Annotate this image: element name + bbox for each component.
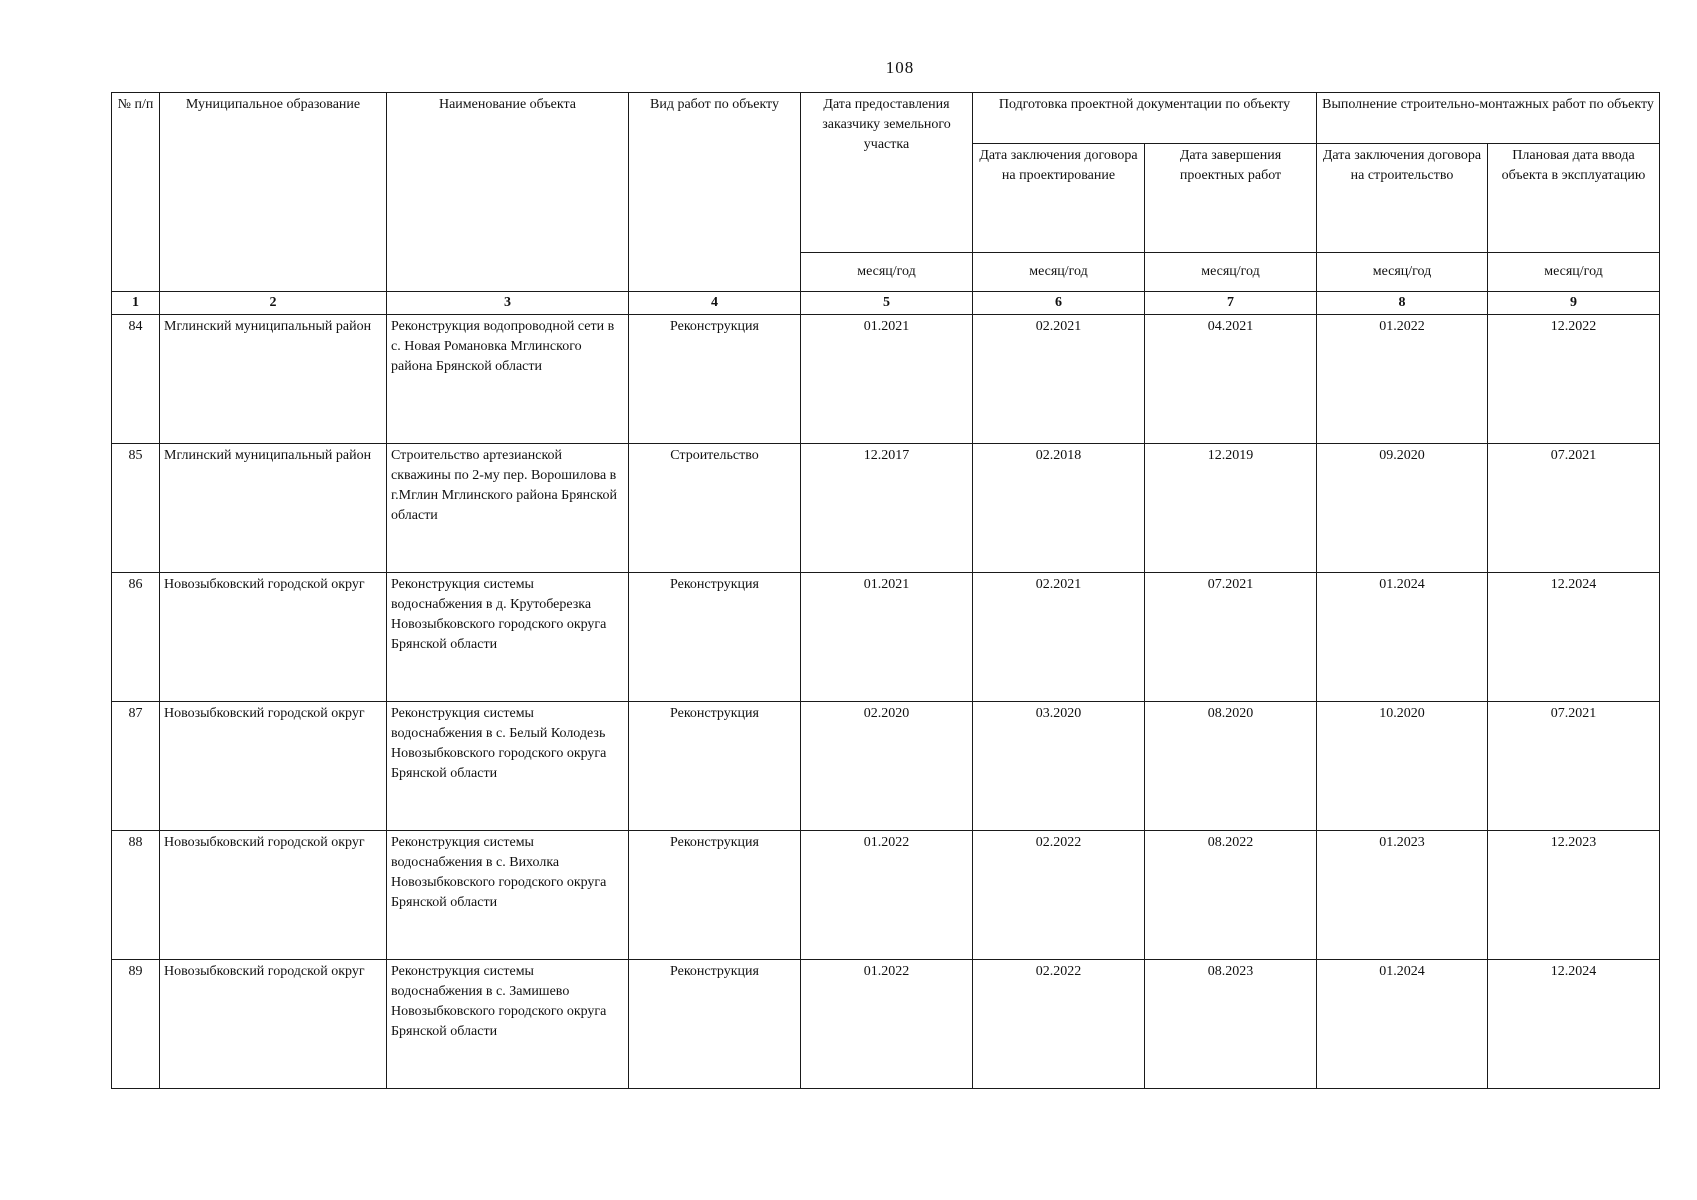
column-numbers-row <box>112 292 1660 315</box>
unit-label: месяц/год <box>1317 253 1488 292</box>
municipality-cell: Новозыбковский городской округ <box>160 960 387 1089</box>
column-number: 1 <box>112 292 160 315</box>
header-land-date: Дата предоставления заказчику земельного участка <box>801 93 973 253</box>
unit-label: месяц/год <box>1488 253 1660 292</box>
design-contract-cell: 02.2021 <box>973 315 1145 444</box>
row-number: 88 <box>112 831 160 960</box>
land-date-cell: 12.2017 <box>801 444 973 573</box>
construction-contract-cell: 01.2024 <box>1317 960 1488 1089</box>
header-design-contract: Дата заключения договора на проектирование <box>973 144 1145 253</box>
object-name-cell: Реконструкция системы водоснабжения в с. Белый Колодезь Новозыбковского городского округа Брянской области <box>387 702 629 831</box>
header-object-name: Наименование объекта <box>387 93 629 292</box>
municipality-cell: Новозыбковский городской округ <box>160 573 387 702</box>
commissioning-cell: 12.2024 <box>1488 573 1660 702</box>
object-name-cell: Реконструкция системы водоснабжения в с. Замишево Новозыбковского городского округа Брянской области <box>387 960 629 1089</box>
column-number: 3 <box>387 292 629 315</box>
table-row <box>112 573 1660 702</box>
commissioning-cell: 07.2021 <box>1488 444 1660 573</box>
column-number: 5 <box>801 292 973 315</box>
object-name-cell: Реконструкция системы водоснабжения в с. Вихолка Новозыбковского городского округа Брянской области <box>387 831 629 960</box>
column-number: 4 <box>629 292 801 315</box>
land-date-cell: 01.2021 <box>801 573 973 702</box>
design-complete-cell: 08.2020 <box>1145 702 1317 831</box>
table-row <box>112 831 1660 960</box>
object-name-cell: Реконструкция системы водоснабжения в д. Крутоберезка Новозыбковского городского округа Брянской области <box>387 573 629 702</box>
header-municipality: Муниципальное образование <box>160 93 387 292</box>
object-name-cell: Строительство артезианской скважины по 2-му пер. Ворошилова в г.Мглин Мглинского района Брянской области <box>387 444 629 573</box>
design-complete-cell: 04.2021 <box>1145 315 1317 444</box>
design-contract-cell: 02.2022 <box>973 831 1145 960</box>
table-row <box>112 444 1660 573</box>
construction-contract-cell: 01.2023 <box>1317 831 1488 960</box>
row-number: 89 <box>112 960 160 1089</box>
column-number: 9 <box>1488 292 1660 315</box>
work-type-cell: Реконструкция <box>629 831 801 960</box>
header-design-group: Подготовка проектной документации по объекту <box>973 93 1317 144</box>
page-number: 108 <box>885 58 915 77</box>
municipality-cell: Мглинский муниципальный район <box>160 315 387 444</box>
municipality-cell: Мглинский муниципальный район <box>160 444 387 573</box>
commissioning-cell: 12.2023 <box>1488 831 1660 960</box>
column-number: 6 <box>973 292 1145 315</box>
header-num: № п/п <box>112 93 160 292</box>
construction-contract-cell: 09.2020 <box>1317 444 1488 573</box>
commissioning-cell: 07.2021 <box>1488 702 1660 831</box>
table-row <box>112 315 1660 444</box>
row-number: 85 <box>112 444 160 573</box>
land-date-cell: 01.2022 <box>801 831 973 960</box>
unit-label: месяц/год <box>1145 253 1317 292</box>
header-commissioning: Плановая дата ввода объекта в эксплуатацию <box>1488 144 1660 253</box>
design-complete-cell: 08.2023 <box>1145 960 1317 1089</box>
objects-table <box>111 92 1660 1089</box>
table-row <box>112 702 1660 831</box>
unit-label: месяц/год <box>973 253 1145 292</box>
work-type-cell: Строительство <box>629 444 801 573</box>
header-construction-group: Выполнение строительно-монтажных работ по объекту <box>1317 93 1660 144</box>
commissioning-cell: 12.2024 <box>1488 960 1660 1089</box>
land-date-cell: 02.2020 <box>801 702 973 831</box>
work-type-cell: Реконструкция <box>629 315 801 444</box>
design-contract-cell: 02.2021 <box>973 573 1145 702</box>
header-design-complete: Дата завершения проектных работ <box>1145 144 1317 253</box>
row-number: 87 <box>112 702 160 831</box>
construction-contract-cell: 01.2022 <box>1317 315 1488 444</box>
land-date-cell: 01.2022 <box>801 960 973 1089</box>
municipality-cell: Новозыбковский городской округ <box>160 831 387 960</box>
design-contract-cell: 02.2022 <box>973 960 1145 1089</box>
work-type-cell: Реконструкция <box>629 702 801 831</box>
construction-contract-cell: 10.2020 <box>1317 702 1488 831</box>
column-number: 7 <box>1145 292 1317 315</box>
header-work-type: Вид работ по объекту <box>629 93 801 292</box>
column-number: 2 <box>160 292 387 315</box>
design-complete-cell: 07.2021 <box>1145 573 1317 702</box>
row-number: 84 <box>112 315 160 444</box>
work-type-cell: Реконструкция <box>629 573 801 702</box>
table-row <box>112 960 1660 1089</box>
design-contract-cell: 02.2018 <box>973 444 1145 573</box>
column-number: 8 <box>1317 292 1488 315</box>
design-complete-cell: 12.2019 <box>1145 444 1317 573</box>
municipality-cell: Новозыбковский городской округ <box>160 702 387 831</box>
design-complete-cell: 08.2022 <box>1145 831 1317 960</box>
header-construction-contract: Дата заключения договора на строительство <box>1317 144 1488 253</box>
work-type-cell: Реконструкция <box>629 960 801 1089</box>
object-name-cell: Реконструкция водопроводной сети в с. Новая Романовка Мглинского района Брянской области <box>387 315 629 444</box>
unit-label: месяц/год <box>801 253 973 292</box>
commissioning-cell: 12.2022 <box>1488 315 1660 444</box>
construction-contract-cell: 01.2024 <box>1317 573 1488 702</box>
row-number: 86 <box>112 573 160 702</box>
land-date-cell: 01.2021 <box>801 315 973 444</box>
design-contract-cell: 03.2020 <box>973 702 1145 831</box>
